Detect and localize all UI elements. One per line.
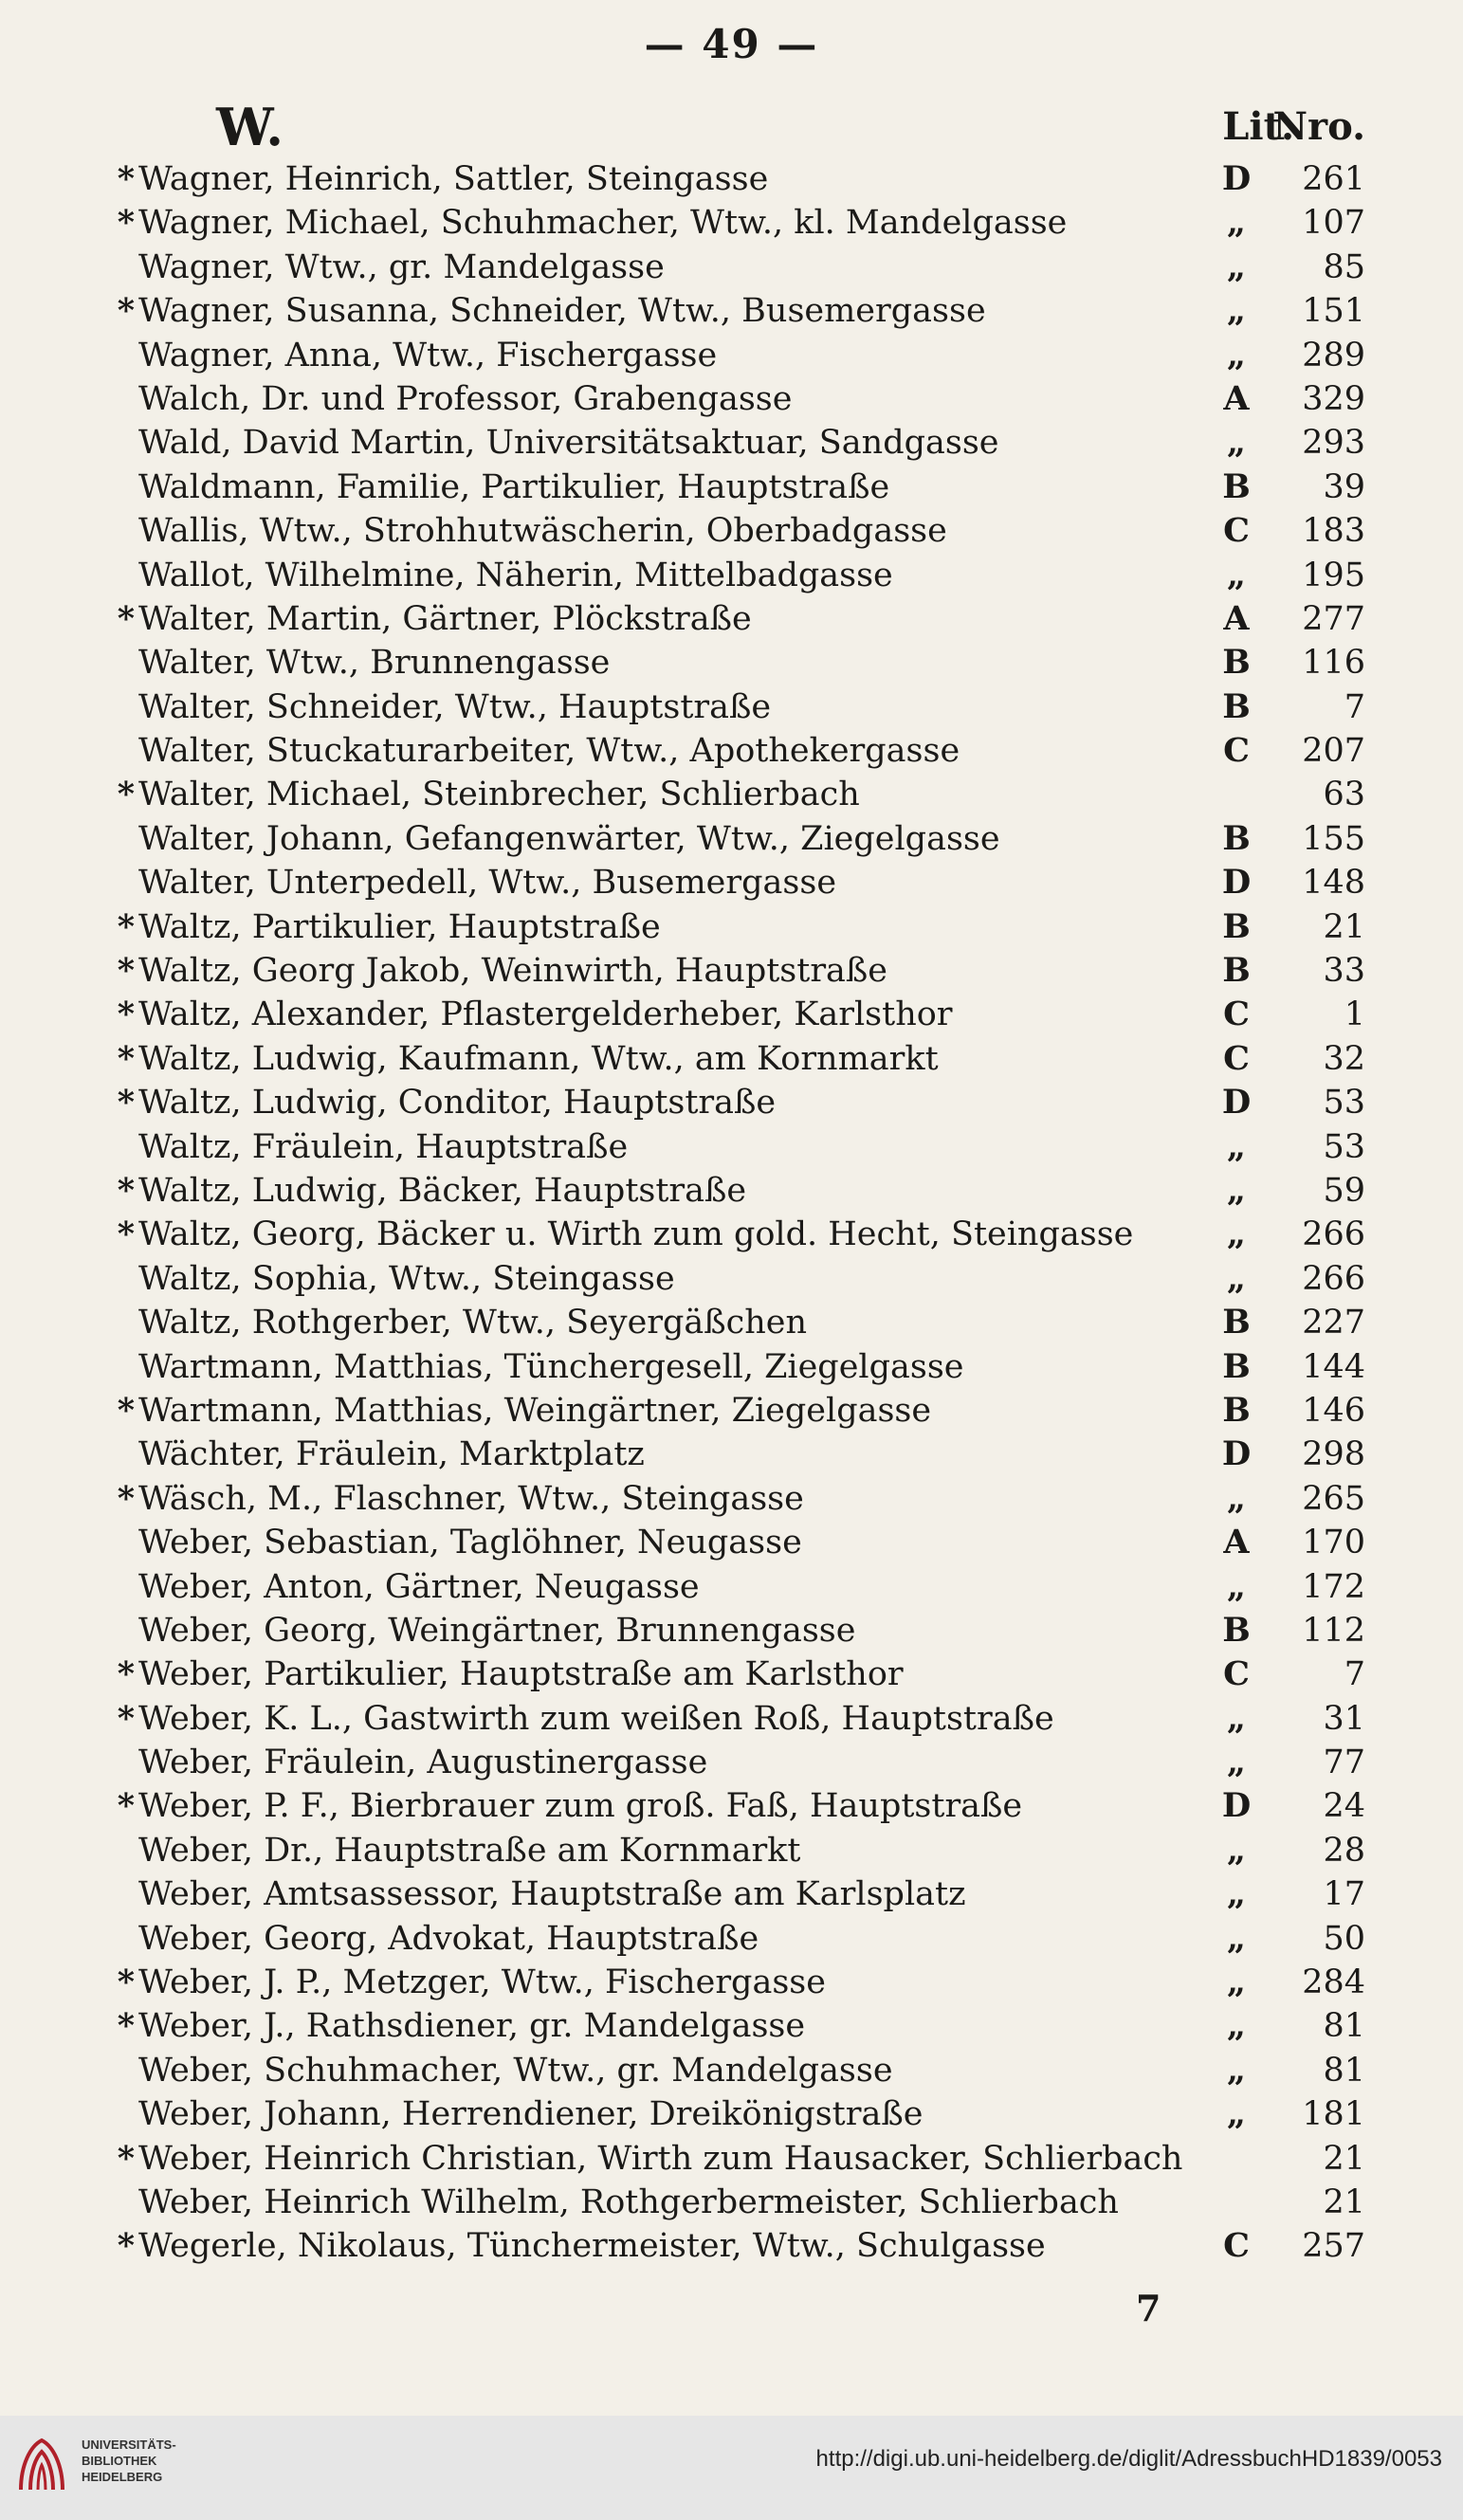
entry-lit: „ xyxy=(1226,1126,1247,1166)
list-item xyxy=(0,993,1463,1036)
entry-name: Waltz, Ludwig, Bäcker, Hauptstraße xyxy=(138,1171,747,1210)
entry-nro: 195 xyxy=(1302,556,1365,594)
list-item xyxy=(0,1257,1463,1301)
entry-lit: C xyxy=(1223,995,1250,1034)
entry-star-marker: * xyxy=(117,1390,135,1430)
entry-nro: 266 xyxy=(1302,1259,1365,1298)
list-item xyxy=(0,1477,1463,1521)
entry-star-marker: * xyxy=(117,159,135,198)
entry-nro: 181 xyxy=(1302,2095,1365,2134)
entry-nro: 289 xyxy=(1302,336,1365,374)
list-item xyxy=(0,2049,1463,2092)
entry-name: Wagner, Anna, Wtw., Fischergasse xyxy=(138,336,718,374)
list-item xyxy=(0,157,1463,201)
entry-nro: 170 xyxy=(1302,1524,1365,1562)
entry-name: Weber, Georg, Weingärtner, Brunnengasse xyxy=(138,1611,856,1650)
entry-nro: 112 xyxy=(1302,1611,1365,1650)
entry-name: Walter, Michael, Steinbrecher, Schlierbach xyxy=(138,776,860,814)
list-item xyxy=(0,1609,1463,1653)
entry-name: Wagner, Susanna, Schneider, Wtw., Busemergasse xyxy=(138,292,986,331)
entry-name: Walter, Martin, Gärtner, Plöckstraße xyxy=(138,599,752,638)
entry-lit: B xyxy=(1222,1610,1251,1650)
entry-star-marker: * xyxy=(117,995,135,1034)
entry-lit: B xyxy=(1222,1346,1251,1386)
entry-lit: B xyxy=(1222,951,1251,991)
entry-nro: 107 xyxy=(1302,204,1365,243)
entry-name: Waltz, Rothgerber, Wtw., Seyergäßchen xyxy=(138,1304,808,1342)
entry-name: Weber, Anton, Gärtner, Neugasse xyxy=(138,1567,700,1606)
list-item xyxy=(0,289,1463,333)
entry-star-marker: * xyxy=(117,1083,135,1123)
list-item xyxy=(0,1872,1463,1916)
entry-nro: 21 xyxy=(1323,907,1365,946)
entry-star-marker: * xyxy=(117,1654,135,1694)
entry-name: Weber, Georg, Advokat, Hauptstraße xyxy=(138,1919,759,1958)
list-item xyxy=(0,377,1463,421)
entry-star-marker: * xyxy=(117,1214,135,1254)
entry-lit: „ xyxy=(1226,1170,1247,1210)
list-item xyxy=(0,201,1463,245)
entry-name: Walter, Stuckaturarbeiter, Wtw., Apothekergasse xyxy=(138,732,960,771)
entry-star-marker: * xyxy=(117,906,135,946)
entry-star-marker: * xyxy=(117,203,135,243)
entry-name: Waltz, Fräulein, Hauptstraße xyxy=(138,1127,629,1166)
entry-name: Weber, Dr., Hauptstraße am Kornmarkt xyxy=(138,1831,801,1870)
list-item xyxy=(0,1125,1463,1169)
list-item xyxy=(0,2224,1463,2268)
entry-name: Weber, Fräulein, Augustinergasse xyxy=(138,1744,708,1782)
entry-name: Waltz, Ludwig, Conditor, Hauptstraße xyxy=(138,1084,777,1123)
entry-name: Waldmann, Familie, Partikulier, Hauptstraße xyxy=(138,467,890,506)
source-url-link[interactable]: http://digi.ub.uni-heidelberg.de/diglit/AdressbuchHD1839/0053 xyxy=(815,2446,1442,2472)
entry-nro: 277 xyxy=(1302,599,1365,638)
entry-nro: 24 xyxy=(1323,1787,1365,1826)
entry-lit: B xyxy=(1222,906,1251,946)
section-letter: W. xyxy=(216,97,284,157)
list-item xyxy=(0,1213,1463,1256)
entry-nro: 17 xyxy=(1323,1875,1365,1914)
footer-bar xyxy=(0,2416,1463,2520)
entry-lit: „ xyxy=(1226,1830,1247,1870)
entry-nro: 293 xyxy=(1302,424,1365,463)
entry-lit: C xyxy=(1223,2226,1250,2266)
entry-nro: 172 xyxy=(1302,1567,1365,1606)
list-item xyxy=(0,1653,1463,1696)
entry-nro: 77 xyxy=(1323,1744,1365,1782)
entry-name: Waltz, Georg, Bäcker u. Wirth zum gold. Hecht, Steingasse xyxy=(138,1215,1134,1254)
entry-lit: B xyxy=(1222,1303,1251,1342)
entry-name: Wagner, Wtw., gr. Mandelgasse xyxy=(138,247,665,286)
entry-name: Wallis, Wtw., Strohhutwäscherin, Oberbadgasse xyxy=(138,512,947,551)
entry-nro: 28 xyxy=(1323,1831,1365,1870)
list-item xyxy=(0,2092,1463,2136)
entry-lit: B xyxy=(1222,643,1251,683)
entry-name: Weber, Amtsassessor, Hauptstraße am Karlsplatz xyxy=(138,1875,966,1914)
list-item xyxy=(0,2137,1463,2181)
list-item xyxy=(0,597,1463,641)
entry-lit: „ xyxy=(1226,555,1247,594)
entry-name: Walter, Unterpedell, Wtw., Busemergasse xyxy=(138,864,837,903)
entry-nro: 261 xyxy=(1302,160,1365,198)
entry-lit: „ xyxy=(1226,1743,1247,1782)
entry-name: Weber, Johann, Herrendiener, Dreikönigstraße xyxy=(138,2095,924,2134)
entry-nro: 33 xyxy=(1323,952,1365,991)
address-entries xyxy=(0,157,1463,2269)
entry-name: Walter, Schneider, Wtw., Hauptstraße xyxy=(138,687,772,726)
entry-name: Wald, David Martin, Universitätsaktuar, Sandgasse xyxy=(138,424,999,463)
list-item xyxy=(0,1301,1463,1344)
entry-name: Waltz, Ludwig, Kaufmann, Wtw., am Kornmarkt xyxy=(138,1039,939,1078)
entry-nro: 266 xyxy=(1302,1215,1365,1254)
entry-star-marker: * xyxy=(117,2226,135,2266)
list-item xyxy=(0,509,1463,553)
entry-nro: 144 xyxy=(1302,1347,1365,1386)
entry-lit: „ xyxy=(1226,1478,1247,1518)
entry-nro: 298 xyxy=(1302,1435,1365,1474)
entry-star-marker: * xyxy=(117,1038,135,1078)
entry-star-marker: * xyxy=(117,2138,135,2178)
entry-nro: 116 xyxy=(1302,644,1365,683)
entry-name: Wäsch, M., Flaschner, Wtw., Steingasse xyxy=(138,1479,804,1518)
entry-name: Wächter, Fräulein, Marktplatz xyxy=(138,1435,645,1474)
entry-lit: B xyxy=(1222,686,1251,726)
entry-nro: 21 xyxy=(1323,2139,1365,2178)
list-item xyxy=(0,729,1463,773)
list-item xyxy=(0,1169,1463,1213)
list-item xyxy=(0,817,1463,861)
entry-lit: „ xyxy=(1226,1874,1247,1914)
entry-nro: 7 xyxy=(1344,1655,1365,1694)
list-item xyxy=(0,905,1463,949)
list-item xyxy=(0,1829,1463,1872)
list-item xyxy=(0,2004,1463,2048)
list-item xyxy=(0,1961,1463,2004)
list-item xyxy=(0,1345,1463,1389)
list-item xyxy=(0,1389,1463,1433)
entry-star-marker: * xyxy=(117,291,135,331)
entry-lit: „ xyxy=(1226,291,1247,331)
entry-lit: C xyxy=(1223,1038,1250,1078)
entry-star-marker: * xyxy=(117,1786,135,1826)
list-item xyxy=(0,1697,1463,1741)
entry-lit: C xyxy=(1223,1654,1250,1694)
list-item xyxy=(0,1565,1463,1609)
entry-star-marker: * xyxy=(117,1478,135,1518)
entry-name: Wartmann, Matthias, Tünchergesell, Ziegelgasse xyxy=(138,1347,964,1386)
entry-lit: D xyxy=(1221,159,1252,198)
entry-lit: „ xyxy=(1226,2050,1247,2090)
entry-lit: C xyxy=(1223,731,1250,771)
entry-name: Walter, Wtw., Brunnengasse xyxy=(138,644,611,683)
entry-lit: „ xyxy=(1226,2006,1247,2046)
entry-name: Weber, K. L., Gastwirth zum weißen Roß, Hauptstraße xyxy=(138,1699,1054,1738)
entry-lit: „ xyxy=(1226,1918,1247,1958)
entry-lit: „ xyxy=(1226,1963,1247,2002)
list-item xyxy=(0,246,1463,289)
entry-nro: 227 xyxy=(1302,1304,1365,1342)
entry-nro: 151 xyxy=(1302,292,1365,331)
entry-nro: 53 xyxy=(1323,1084,1365,1123)
entry-lit: B xyxy=(1222,466,1251,506)
entry-name: Weber, Partikulier, Hauptstraße am Karlsthor xyxy=(138,1655,904,1694)
entry-star-marker: * xyxy=(117,1963,135,2002)
entry-lit: „ xyxy=(1226,203,1247,243)
entry-nro: 148 xyxy=(1302,864,1365,903)
list-item xyxy=(0,1081,1463,1124)
entry-name: Wagner, Michael, Schuhmacher, Wtw., kl. Mandelgasse xyxy=(138,204,1068,243)
entry-name: Waltz, Sophia, Wtw., Steingasse xyxy=(138,1259,675,1298)
list-item xyxy=(0,641,1463,685)
list-item xyxy=(0,334,1463,377)
entry-nro: 329 xyxy=(1302,379,1365,418)
entry-nro: 284 xyxy=(1302,1963,1365,2002)
entry-name: Walter, Johann, Gefangenwärter, Wtw., Ziegelgasse xyxy=(138,819,1000,858)
entry-nro: 31 xyxy=(1323,1699,1365,1738)
entry-lit: „ xyxy=(1226,1258,1247,1298)
entry-name: Waltz, Alexander, Pflastergelderheber, Karlsthor xyxy=(138,995,953,1034)
entry-lit: „ xyxy=(1226,1698,1247,1738)
entry-lit: A xyxy=(1223,1523,1250,1562)
list-item xyxy=(0,554,1463,597)
list-item xyxy=(0,421,1463,465)
entry-lit: D xyxy=(1221,1434,1252,1474)
list-item xyxy=(0,773,1463,816)
entry-nro: 1 xyxy=(1344,995,1365,1034)
entry-name: Weber, Sebastian, Taglöhner, Neugasse xyxy=(138,1524,802,1562)
entry-lit: B xyxy=(1222,1390,1251,1430)
entry-star-marker: * xyxy=(117,1170,135,1210)
lit-column-label: Lit. xyxy=(1222,104,1294,149)
entry-lit: „ xyxy=(1226,335,1247,374)
entry-nro: 63 xyxy=(1323,776,1365,814)
entry-name: Weber, Heinrich Wilhelm, Rothgerbermeister, Schlierbach xyxy=(138,2182,1119,2221)
entry-lit: D xyxy=(1221,1786,1252,1826)
list-item xyxy=(0,2181,1463,2224)
entry-name: Wagner, Heinrich, Sattler, Steingasse xyxy=(138,160,769,198)
entry-nro: 85 xyxy=(1323,247,1365,286)
entry-name: Waltz, Partikulier, Hauptstraße xyxy=(138,907,661,946)
entry-nro: 257 xyxy=(1302,2227,1365,2266)
entry-star-marker: * xyxy=(117,775,135,814)
page-signature: 7 xyxy=(1136,2287,1161,2329)
entry-star-marker: * xyxy=(117,598,135,638)
entry-lit: D xyxy=(1221,863,1252,903)
entry-lit: „ xyxy=(1226,1566,1247,1606)
ub-heidelberg-logo-icon xyxy=(17,2437,66,2495)
entry-name: Weber, Schuhmacher, Wtw., gr. Mandelgasse xyxy=(138,2051,893,2090)
entry-lit: D xyxy=(1221,1083,1252,1123)
entry-nro: 146 xyxy=(1302,1391,1365,1430)
entry-lit: A xyxy=(1223,598,1250,638)
entry-nro: 183 xyxy=(1302,512,1365,551)
entry-name: Wartmann, Matthias, Weingärtner, Ziegelgasse xyxy=(138,1391,932,1430)
list-item xyxy=(0,861,1463,904)
nro-column-label: Nro. xyxy=(1272,104,1365,149)
list-item xyxy=(0,1917,1463,1961)
entry-star-marker: * xyxy=(117,1698,135,1738)
entry-nro: 50 xyxy=(1323,1919,1365,1958)
entry-star-marker: * xyxy=(117,2006,135,2046)
entry-nro: 21 xyxy=(1323,2182,1365,2221)
entry-lit: „ xyxy=(1226,247,1247,286)
list-item xyxy=(0,1741,1463,1784)
list-item xyxy=(0,1784,1463,1828)
list-item xyxy=(0,466,1463,509)
entry-nro: 32 xyxy=(1323,1039,1365,1078)
entry-name: Weber, P. F., Bierbrauer zum groß. Faß, Hauptstraße xyxy=(138,1787,1023,1826)
entry-name: Wallot, Wilhelmine, Näherin, Mittelbadgasse xyxy=(138,556,893,594)
entry-name: Waltz, Georg Jakob, Weinwirth, Hauptstraße xyxy=(138,952,888,991)
entry-nro: 81 xyxy=(1323,2051,1365,2090)
entry-star-marker: * xyxy=(117,951,135,991)
list-item xyxy=(0,1521,1463,1564)
page-number: — 49 — xyxy=(644,21,819,67)
entry-name: Weber, J. P., Metzger, Wtw., Fischergasse xyxy=(138,1963,826,2002)
entry-lit: „ xyxy=(1226,1214,1247,1254)
list-item xyxy=(0,949,1463,993)
entry-name: Walch, Dr. und Professor, Grabengasse xyxy=(138,379,793,418)
entry-name: Weber, Heinrich Christian, Wirth zum Hausacker, Schlierbach xyxy=(138,2139,1183,2178)
entry-nro: 81 xyxy=(1323,2007,1365,2046)
entry-nro: 207 xyxy=(1302,732,1365,771)
list-item xyxy=(0,685,1463,729)
list-item xyxy=(0,1037,1463,1081)
entry-nro: 59 xyxy=(1323,1171,1365,1210)
entry-name: Weber, J., Rathsdiener, gr. Mandelgasse xyxy=(138,2007,806,2046)
entry-lit: „ xyxy=(1226,423,1247,463)
entry-nro: 7 xyxy=(1344,687,1365,726)
entry-nro: 39 xyxy=(1323,467,1365,506)
entry-lit: B xyxy=(1222,818,1251,858)
entry-nro: 53 xyxy=(1323,1127,1365,1166)
entry-lit: A xyxy=(1223,378,1250,418)
entry-nro: 265 xyxy=(1302,1479,1365,1518)
library-name: UNIVERSITÄTS- BIBLIOTHEK HEIDELBERG xyxy=(82,2438,176,2484)
list-item xyxy=(0,1433,1463,1476)
entry-nro: 155 xyxy=(1302,819,1365,858)
entry-name: Wegerle, Nikolaus, Tünchermeister, Wtw., Schulgasse xyxy=(138,2227,1046,2266)
entry-lit: C xyxy=(1223,511,1250,551)
entry-lit: „ xyxy=(1226,2094,1247,2134)
column-header xyxy=(0,95,1463,157)
